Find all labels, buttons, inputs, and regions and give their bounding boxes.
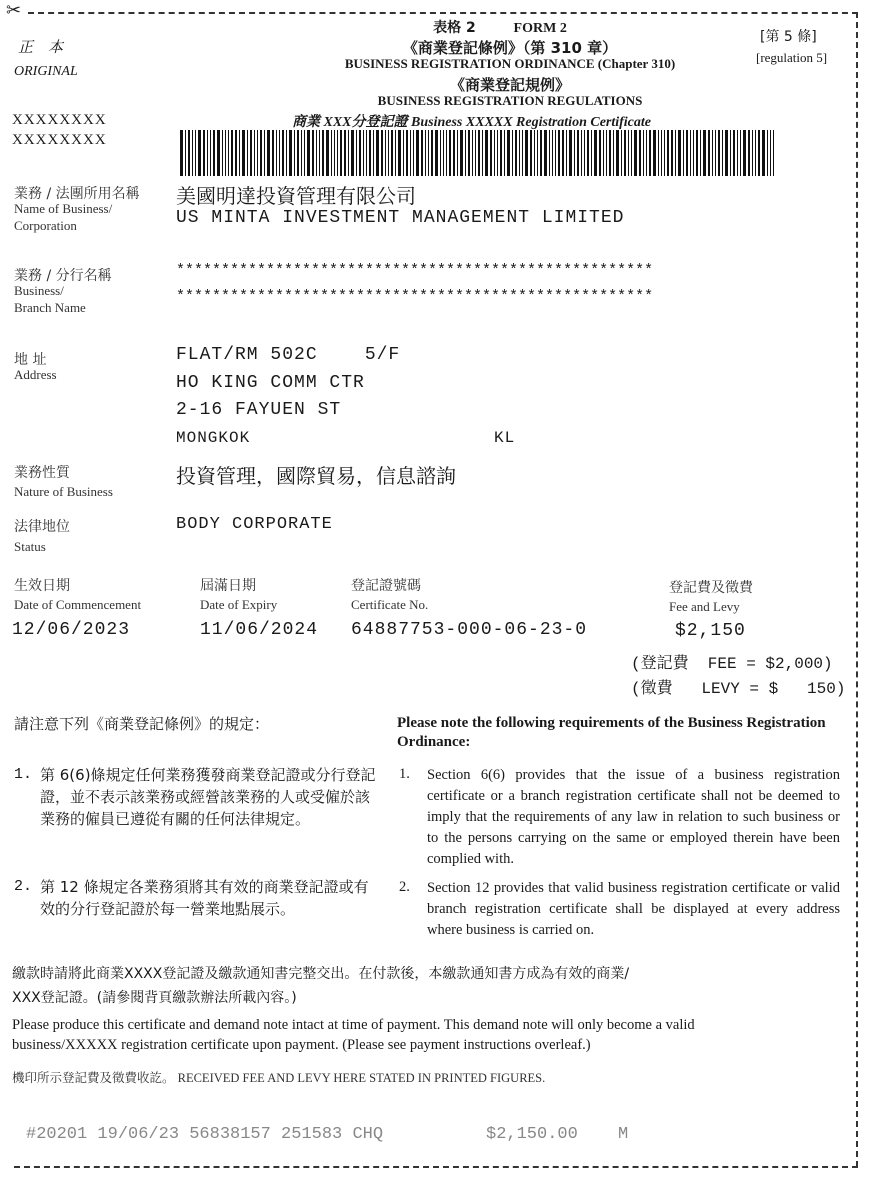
address-label-zh: 地 址 (14, 352, 47, 368)
barcode-bar (403, 130, 404, 176)
barcode-bar (373, 130, 374, 176)
address-line-1: FLAT/RM 502C 5/F (176, 345, 401, 365)
commencement-label-zh: 生效日期 (14, 578, 70, 594)
barcode-bar (690, 130, 691, 176)
barcode-bar (577, 130, 579, 176)
barcode-bar (519, 130, 520, 176)
expiry-label-zh: 屆滿日期 (200, 578, 256, 594)
barcode-bar (621, 130, 622, 176)
barcode-bar (457, 130, 458, 176)
original-label-en: ORIGINAL (14, 64, 78, 79)
barcode-bar (366, 130, 367, 176)
barcode-bar (203, 130, 205, 176)
barcode-bar (225, 130, 226, 176)
note-1-number-zh: 1. (14, 766, 33, 783)
barcode-bar (748, 130, 750, 176)
payment-note-en-2: business/XXXXX registration certificate upon payment. (Please see payment instructions overleaf.) (12, 1037, 591, 1053)
barcode-bar (257, 130, 258, 176)
barcode-bar (522, 130, 523, 176)
barcode-bar (363, 130, 364, 176)
barcode-bar (661, 130, 662, 176)
name-label-en-1: Name of Business/ (14, 201, 113, 216)
note-2-number-zh: 2. (14, 878, 33, 895)
barcode-bar (468, 130, 470, 176)
status-value: BODY CORPORATE (176, 515, 333, 534)
redacted-line-1: XXXXXXXX (12, 112, 107, 128)
barcode-bar (740, 130, 741, 176)
barcode-bar (195, 130, 196, 176)
barcode-bar (773, 130, 774, 176)
barcode-bar (406, 130, 408, 176)
barcode-bar (574, 130, 575, 176)
note-1-text-en: Section 6(6) provides that the issue of a business registration certificate or a branch registration certificate shall not be deemed to imply that the requirements of any law in relation to such business or to the persons carrying on the same or employed therein have been complied with. (427, 767, 840, 867)
address-line-4: MONGKOK (176, 429, 251, 447)
barcode-bar (671, 130, 673, 176)
barcode-bar (569, 130, 572, 176)
barcode-bar (334, 130, 335, 176)
original-label-zh: 正 本 (18, 38, 64, 56)
barcode-bar (646, 130, 647, 176)
address-district: KL (494, 429, 516, 447)
barcode-bar (297, 130, 299, 176)
barcode-bar (376, 130, 379, 176)
barcode-bar (494, 130, 495, 176)
barcode-bar (555, 130, 556, 176)
section-ref-zh: [第 5 條] (760, 29, 817, 45)
barcode-bar (584, 130, 585, 176)
barcode-bar (525, 130, 528, 176)
barcode-bar (478, 130, 480, 176)
barcode-bar (304, 130, 305, 176)
barcode-bar (381, 130, 383, 176)
barcode-bar (391, 130, 393, 176)
expiry-value: 11/06/2024 (200, 620, 319, 640)
barcode-bar (512, 130, 513, 176)
form-number-zh: 表格 2 (433, 20, 476, 36)
barcode-bar (460, 130, 463, 176)
barcode-bar (725, 130, 728, 176)
barcode-bar (767, 130, 768, 176)
barcode-bar (267, 130, 270, 176)
barcode-bar (497, 130, 498, 176)
barcode-bar (715, 130, 716, 176)
nature-label-zh: 業務性質 (14, 465, 70, 481)
barcode-bar (446, 130, 447, 176)
barcode-bar (643, 130, 644, 176)
barcode-bar (443, 130, 444, 176)
barcode-bar (634, 130, 637, 176)
barcode-bar (606, 130, 607, 176)
redacted-line-2: XXXXXXXX (12, 132, 107, 148)
ordinance-title-zh: 《商業登記條例》（第 310 章） (402, 39, 618, 57)
barcode-bar (562, 130, 564, 176)
barcode-bar (616, 130, 619, 176)
barcode-bar (733, 130, 735, 176)
barcode-bar (337, 130, 338, 176)
barcode-bar (192, 130, 193, 176)
barcode-bar (421, 130, 423, 176)
barcode-bar (331, 130, 332, 176)
barcode-bar (217, 130, 220, 176)
barcode-bar (316, 130, 317, 176)
certificate-no-label-en: Certificate No. (351, 597, 429, 612)
barcode-bar (359, 130, 361, 176)
status-label-en: Status (14, 539, 46, 554)
barcode-bar (549, 130, 550, 176)
barcode-bar (388, 130, 389, 176)
received-note: 機印所示登記費及徵費收訖。 RECEIVED FEE AND LEVY HERE STATED IN PRINTED FIGURES. (12, 1071, 546, 1085)
barcode-bar (708, 130, 710, 176)
barcode-bar (326, 130, 329, 176)
barcode-bar (500, 130, 502, 176)
name-label-en-2: Corporation (14, 218, 77, 233)
barcode-bar (180, 130, 183, 176)
barcode-bar (435, 130, 438, 176)
barcode-bar (264, 130, 265, 176)
name-label-zh: 業務 / 法團所用名稱 (14, 186, 140, 202)
barcode-bar (686, 130, 688, 176)
receipt-amount: $2,150.00 (486, 1125, 578, 1144)
payment-note-zh-2: XXX登記證。(請參閱背頁繳款辦法所載內容。) (12, 990, 297, 1006)
barcode-bar (485, 130, 488, 176)
barcode-bar (770, 130, 771, 176)
levy-breakdown: (徵費 LEVY = $ 150) (631, 680, 846, 698)
barcode-bar (664, 130, 665, 176)
barcode-bar (737, 130, 738, 176)
fee-value: $2,150 (675, 621, 746, 641)
barcode-bar (755, 130, 756, 176)
branch-label-en-2: Branch Name (14, 300, 86, 315)
barcode-bar (722, 130, 723, 176)
barcode (180, 130, 782, 176)
barcode-bar (431, 130, 433, 176)
barcode-bar (198, 130, 201, 176)
ordinance-title-en: BUSINESS REGISTRATION ORDINANCE (Chapter 310) (344, 56, 676, 71)
barcode-bar (472, 130, 473, 176)
note-1-text-zh: 第 6(6)條規定任何業務獲發商業登記證或分行登記證，並不表示該業務或經營該業務的人或受僱於該業務的僱員已遵從有關的任何法律規定。 (40, 766, 376, 828)
barcode-bar (703, 130, 706, 176)
barcode-bar (613, 130, 614, 176)
barcode-bar (758, 130, 760, 176)
barcode-bar (696, 130, 698, 176)
payment-note-zh-1: 繳款時請將此商業XXXX登記證及繳款通知書完整交出。在付款後，本繳款通知書方成為有效的商業/ (12, 966, 630, 982)
barcode-bar (286, 130, 287, 176)
barcode-bar (340, 130, 342, 176)
form-header (300, 20, 700, 37)
barcode-bar (289, 130, 292, 176)
note-2-text-zh: 第 12 條規定各業務須將其有效的商業登記證或有效的分行登記證於每一營業地點展示。 (40, 878, 369, 918)
barcode-bar (534, 130, 535, 176)
fee-label-zh: 登記費及徵費 (669, 580, 753, 596)
barcode-bar (185, 130, 186, 176)
regulations-title-zh: 《商業登記規例》 (449, 76, 570, 94)
barcode-bar (222, 130, 223, 176)
barcode-bar (631, 130, 632, 176)
barcode-bar (507, 130, 510, 176)
barcode-bar (188, 130, 190, 176)
fee-label-en: Fee and Levy (669, 599, 740, 614)
barcode-bar (250, 130, 252, 176)
barcode-bar (624, 130, 626, 176)
barcode-bar (272, 130, 274, 176)
payment-note-en-1: Please produce this certificate and demand note intact at time of payment. This demand note will only become a valid (12, 1017, 695, 1033)
barcode-bar (482, 130, 483, 176)
barcode-bar (239, 130, 240, 176)
barcode-bar (609, 130, 611, 176)
barcode-bar (242, 130, 245, 176)
barcode-bar (730, 130, 731, 176)
barcode-bar (544, 130, 547, 176)
barcode-bar (282, 130, 284, 176)
barcode-bar (603, 130, 604, 176)
barcode-bar (678, 130, 681, 176)
barcode-bar (228, 130, 229, 176)
scissors-icon: ✂ (6, 0, 22, 21)
barcode-bar (649, 130, 651, 176)
barcode-bar (566, 130, 567, 176)
barcode-bar (416, 130, 419, 176)
barcode-bar (628, 130, 629, 176)
barcode-bar (322, 130, 324, 176)
barcode-bar (465, 130, 466, 176)
barcode-bar (428, 130, 429, 176)
nature-value-zh: 投資管理，國際貿易，信息諮詢 (176, 464, 456, 488)
barcode-bar (653, 130, 656, 176)
barcode-bar (599, 130, 601, 176)
barcode-bar (294, 130, 295, 176)
barcode-bar (356, 130, 357, 176)
certificate-no-label-zh: 登記證號碼 (351, 578, 421, 594)
cut-line-top (28, 12, 858, 14)
status-label-zh: 法律地位 (14, 519, 70, 535)
barcode-bar (395, 130, 396, 176)
note-1-number-en: 1. (399, 766, 410, 782)
barcode-bar (743, 130, 746, 176)
expiry-label-en: Date of Expiry (200, 597, 278, 612)
barcode-bar (440, 130, 441, 176)
barcode-bar (247, 130, 248, 176)
address-line-2: HO KING COMM CTR (176, 373, 365, 393)
barcode-bar (207, 130, 208, 176)
address-label-en: Address (14, 367, 57, 382)
barcode-bar (301, 130, 302, 176)
cut-line-right (856, 12, 858, 1167)
barcode-bar (410, 130, 411, 176)
barcode-bar (490, 130, 492, 176)
barcode-bar (667, 130, 669, 176)
notes-heading-zh: 請注意下列《商業登記條例》的規定： (14, 715, 270, 733)
barcode-bar (762, 130, 765, 176)
barcode-bar (231, 130, 233, 176)
receipt-line: #20201 19/06/23 56838157 251583 CHQ (26, 1125, 384, 1144)
barcode-bar (348, 130, 349, 176)
commencement-label-en: Date of Commencement (14, 597, 142, 612)
barcode-bar (537, 130, 538, 176)
barcode-bar (425, 130, 426, 176)
barcode-bar (213, 130, 215, 176)
barcode-bar (312, 130, 314, 176)
commencement-value: 12/06/2023 (12, 620, 131, 640)
barcode-bar (552, 130, 553, 176)
barcode-bar (712, 130, 713, 176)
note-2-text-en: Section 12 provides that valid business registration certificate or valid branch registration certificate shall be displayed at every address where business is carried on. (427, 880, 840, 938)
barcode-bar (475, 130, 476, 176)
barcode-bar (369, 130, 371, 176)
barcode-bar (683, 130, 684, 176)
certificate-title: 商業 XXX分登記證 Business XXXXX Registration Certificate (292, 115, 652, 130)
note-2-number-en: 2. (399, 879, 410, 895)
branch-label-en-1: Business/ (14, 283, 64, 298)
barcode-bar (591, 130, 592, 176)
branch-name-line-1: ***************************************************** (176, 262, 654, 279)
barcode-bar (307, 130, 310, 176)
barcode-bar (413, 130, 414, 176)
barcode-bar (385, 130, 386, 176)
branch-label-zh: 業務 / 分行名稱 (14, 268, 112, 284)
barcode-bar (254, 130, 255, 176)
barcode-bar (658, 130, 659, 176)
barcode-bar (276, 130, 277, 176)
barcode-bar (700, 130, 701, 176)
barcode-bar (210, 130, 211, 176)
barcode-bar (594, 130, 597, 176)
business-name-en: US MINTA INVESTMENT MANAGEMENT LIMITED (176, 208, 625, 228)
barcode-bar (449, 130, 451, 176)
barcode-bar (581, 130, 582, 176)
fee-breakdown: (登記費 FEE = $2,000) (631, 655, 833, 673)
barcode-bar (639, 130, 641, 176)
certificate-no-value: 64887753-000-06-23-0 (351, 620, 588, 640)
business-name-zh: 美國明達投資管理有限公司 (176, 184, 416, 208)
receipt-mark: M (618, 1125, 629, 1144)
barcode-bar (515, 130, 517, 176)
barcode-bar (504, 130, 505, 176)
section-ref-en: [regulation 5] (756, 50, 828, 65)
form-number (300, 20, 700, 37)
barcode-bar (344, 130, 346, 176)
barcode-bar (279, 130, 280, 176)
nature-label-en: Nature of Business (14, 484, 113, 499)
barcode-bar (718, 130, 720, 176)
barcode-bar (453, 130, 455, 176)
barcode-bar (351, 130, 354, 176)
notes-heading-en: Please note the following requirements of the Business Registration Ordinance: (397, 715, 826, 750)
barcode-bar (752, 130, 753, 176)
barcode-bar (398, 130, 401, 176)
barcode-bar (540, 130, 542, 176)
branch-name-line-2: ***************************************************** (176, 288, 654, 305)
barcode-bar (558, 130, 560, 176)
barcode-bar (530, 130, 532, 176)
barcode-bar (693, 130, 694, 176)
barcode-bar (260, 130, 262, 176)
barcode-bar (319, 130, 320, 176)
cut-line-bottom (14, 1166, 858, 1168)
barcode-bar (587, 130, 589, 176)
barcode-bar (235, 130, 237, 176)
form-number-en: FORM 2 (513, 21, 567, 36)
barcode-bar (675, 130, 676, 176)
address-line-3: 2-16 FAYUEN ST (176, 400, 342, 420)
regulations-title-en: BUSINESS REGISTRATION REGULATIONS (377, 93, 643, 108)
